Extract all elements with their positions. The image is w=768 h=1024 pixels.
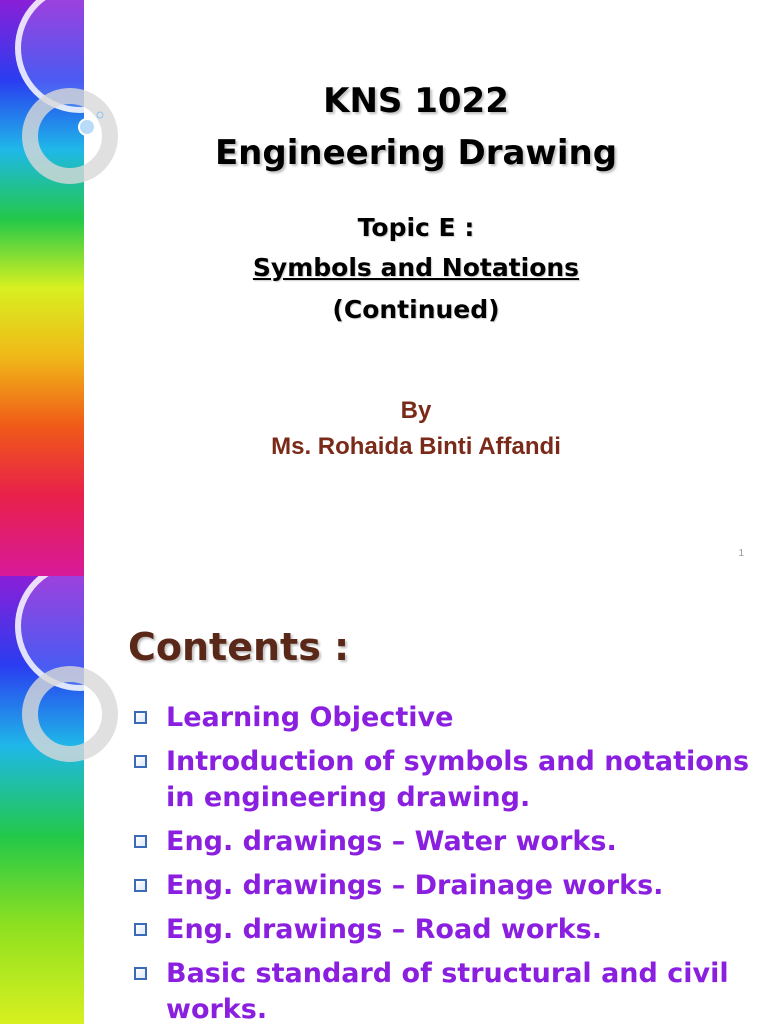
slide-number: 1 (738, 548, 744, 559)
list-item (132, 824, 752, 860)
author-name: Ms. Rohaida Binti Affandi (271, 433, 561, 460)
square-bullet-icon (134, 967, 147, 980)
square-bullet-icon (134, 755, 147, 768)
contents-heading: Contents : (128, 625, 350, 669)
topic-note: (Continued) (332, 295, 500, 324)
square-bullet-icon (134, 879, 147, 892)
list-item-text: Learning Objective (166, 702, 454, 733)
course-code: KNS 1022 (323, 81, 509, 121)
list-item (132, 912, 752, 948)
list-item-text: Basic standard of structural and civil works. (166, 958, 729, 1024)
list-item-text: Eng. drawings – Water works. (166, 826, 617, 857)
topic-name: Symbols and Notations (252, 253, 580, 282)
list-item (132, 868, 752, 904)
list-item-text: Eng. drawings – Road works. (166, 914, 603, 945)
contents-slide (0, 576, 768, 1024)
list-item-text: Introduction of symbols and notations in engineering drawing. (166, 746, 750, 813)
by-label: By (400, 397, 432, 424)
contents-list (132, 700, 752, 1024)
square-bullet-icon (134, 835, 147, 848)
list-item (132, 744, 752, 816)
course-name: Engineering Drawing (214, 133, 618, 173)
list-item-text: Eng. drawings – Drainage works. (166, 870, 664, 901)
square-bullet-icon (134, 923, 147, 936)
topic-label: Topic E : (357, 213, 475, 242)
list-item (132, 956, 752, 1024)
ring-decoration-icon (0, 576, 140, 816)
list-item (132, 700, 752, 736)
square-bullet-icon (134, 711, 147, 724)
